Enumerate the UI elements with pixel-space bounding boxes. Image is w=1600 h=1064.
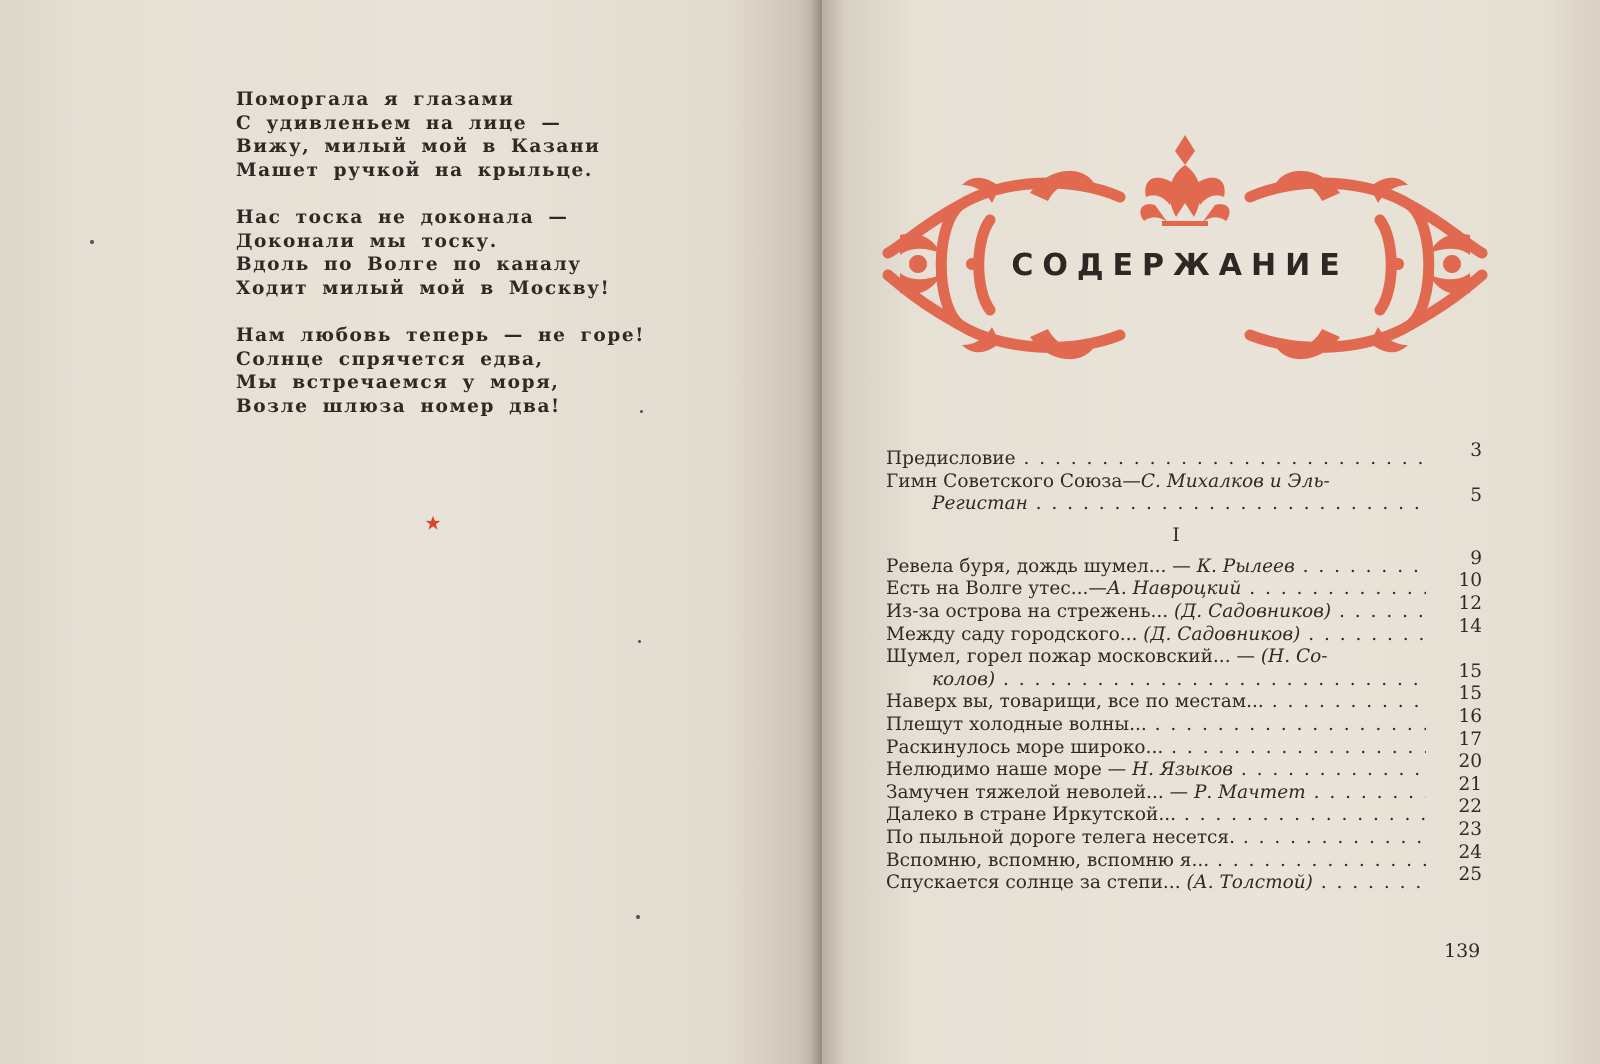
toc-author: Р. Мачтет <box>1193 781 1306 803</box>
contents-heading: СОДЕРЖАНИЕ <box>1011 248 1349 283</box>
poem-line: Нам любовь теперь — не горе! <box>236 325 645 346</box>
red-star-icon <box>425 515 441 531</box>
paper-speck <box>636 915 640 919</box>
toc-author: (Н. Со- <box>1260 646 1328 668</box>
toc-entry <box>886 841 1482 873</box>
stanza-3 <box>236 324 645 418</box>
toc-entry <box>886 646 1482 669</box>
toc-section-label: I <box>1172 524 1180 546</box>
toc-page-number: 15 <box>1458 660 1482 682</box>
toc-entry <box>886 818 1482 850</box>
toc-author: (А. Толстой) <box>1186 872 1313 894</box>
poem-line: Доконали мы тоску. <box>236 230 498 252</box>
toc-author: колов) <box>932 668 996 690</box>
toc-page-number: 16 <box>1458 705 1482 727</box>
poem-line: Нас тоска не доконала — <box>236 207 569 228</box>
poem-line: С удивленьем на лице — <box>236 112 562 134</box>
toc-entry <box>886 660 1482 692</box>
toc-entry <box>886 796 1482 827</box>
toc-entry-title <box>886 669 1426 692</box>
toc-author: С. Михалков и Эль- <box>1140 470 1330 492</box>
toc-entry-title: Предисловие . . . <box>886 448 1426 471</box>
poem-line: Вижу, милый мой в Казани <box>236 136 601 157</box>
toc-entry <box>886 485 1482 516</box>
toc-author: (Д. Садовников) <box>1174 600 1332 622</box>
toc-page-number: 15 <box>1458 683 1482 705</box>
paper-speck <box>90 240 94 244</box>
table-of-contents <box>886 440 1482 895</box>
toc-entry-title: Вспомню, вспомню, вспомню я... . . . <box>886 850 1426 873</box>
toc-page-number: 22 <box>1458 796 1482 818</box>
toc-page-number: 3 <box>1470 440 1482 461</box>
toc-entry-title: Наверх вы, товарищи, все по местам... . . . <box>886 691 1426 714</box>
poem <box>236 88 645 442</box>
toc-entry-title: Между саду городского... (Д. Садовников) . . . <box>886 624 1426 647</box>
toc-entry-title: Замучен тяжелой неволей... — Р. Мачтет . . . <box>886 782 1426 805</box>
toc-entry <box>886 773 1482 805</box>
toc-page-number: 20 <box>1458 751 1482 773</box>
toc-entry <box>886 751 1482 782</box>
paper-speck <box>640 410 643 413</box>
toc-entry <box>886 547 1482 579</box>
toc-entry-title: Плещут холодные волны... . . . <box>886 714 1426 737</box>
stanza-2 <box>236 206 645 300</box>
toc-page-number: 10 <box>1458 570 1482 592</box>
toc-author: (Д. Садовников) <box>1143 623 1301 645</box>
toc-page-number: 14 <box>1458 615 1482 637</box>
toc-page-number: 5 <box>1470 485 1482 507</box>
toc-entry-title: По пыльной дороге телега несется. . . . <box>886 827 1426 850</box>
toc-entry-title: Спускается солнце за степи... (А. Толстой) . . . <box>886 872 1426 895</box>
toc-entry <box>886 570 1482 601</box>
poem-line: Солнце спрячется едва, <box>236 348 544 370</box>
toc-page-number: 17 <box>1458 728 1482 750</box>
toc-entry <box>886 471 1482 494</box>
toc-entry-title: Нелюдимо наше море — Н. Языков . . . <box>886 759 1426 782</box>
toc-author: К. Рылеев <box>1196 555 1295 577</box>
toc-entry-title <box>886 493 1426 516</box>
poem-line: Машет ручкой на крыльце. <box>236 159 593 181</box>
toc-page-number: 9 <box>1470 547 1482 569</box>
toc-page-number: 23 <box>1458 818 1482 840</box>
paper-speck <box>638 640 641 643</box>
poem-line: Ходит милый мой в Москву! <box>236 277 611 299</box>
poem-line: Вдоль по Волге по каналу <box>236 254 582 275</box>
toc-author: А. Навроцкий <box>1106 578 1242 600</box>
toc-entry-title: Ревела буря, дождь шумел... — К. Рылеев . . . <box>886 556 1426 579</box>
toc-entry-title: Далеко в стране Иркутской... . . . <box>886 804 1426 827</box>
toc-entry <box>886 705 1482 737</box>
toc-page-number: 24 <box>1458 841 1482 863</box>
toc-entry <box>886 728 1482 760</box>
toc-entry <box>886 683 1482 714</box>
toc-author: Н. Языков <box>1132 759 1233 781</box>
toc-page-number: 12 <box>1458 592 1482 614</box>
toc-entry-title: Шумел, горел пожар московский... — (Н. Со- <box>886 646 1328 668</box>
toc-page-number: 21 <box>1458 773 1482 795</box>
page-number: 139 <box>1444 940 1481 962</box>
poem-line: Возле шлюза номер два! <box>236 395 561 417</box>
toc-entry-title: Из-за острова на стрежень... (Д. Садовников) . . . <box>886 601 1426 624</box>
toc-entry <box>886 615 1482 647</box>
toc-entry <box>886 440 1482 471</box>
toc-author: Регистан <box>932 493 1028 515</box>
toc-entry-title: Раскинулось море широко... . . . <box>886 737 1426 760</box>
toc-entry <box>886 864 1482 895</box>
poem-line: Мы встречаемся у моря, <box>236 372 560 393</box>
toc-page-number: 25 <box>1458 864 1482 886</box>
toc-entry <box>886 592 1482 624</box>
toc-entry-title: Гимн Советского Союза—С. Михалков и Эль- <box>886 470 1330 492</box>
stanza-1 <box>236 88 645 182</box>
toc-entry-title: Есть на Волге утес...—А. Навроцкий . . . <box>886 578 1426 601</box>
poem-line: Поморгала я глазами <box>236 89 515 110</box>
